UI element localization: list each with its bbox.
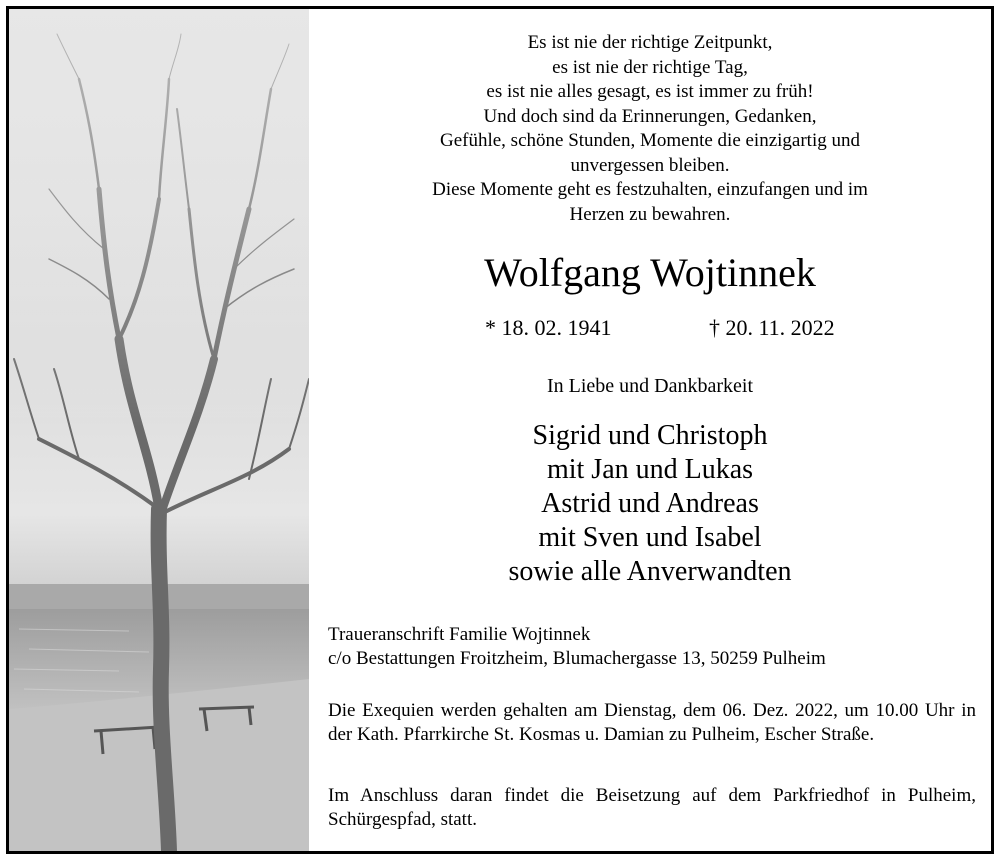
tree-illustration (9, 9, 309, 851)
exequien-text: Die Exequien werden gehalten am Dienstag, dem 06. Dez. 2022, um 10.00 Uhr in der Kath. Pfarrkirche St. Kosmas u. Damian zu Pulheim, Escher Straße. (328, 700, 976, 745)
poem-line: Und doch sind da Erinnerungen, Gedanken, (483, 105, 817, 127)
poem-line: es ist nie der richtige Tag, (552, 56, 748, 78)
tree-photo (9, 9, 309, 851)
poem-line: es ist nie alles gesagt, es ist immer zu früh! (486, 81, 814, 102)
burial-text: Im Anschluss daran findet die Beisetzung auf dem Parkfriedhof in Pulheim, Schürgespfad, statt. (328, 785, 976, 830)
mourner-line: sowie alle Anverwandten (508, 556, 792, 587)
poem (309, 31, 991, 227)
mourning-address (328, 623, 978, 671)
mourner-line: Astrid und Andreas (541, 488, 759, 519)
poem-line: Es ist nie der richtige Zeitpunkt, (527, 32, 773, 53)
mourner-line: mit Sven und Isabel (538, 522, 762, 553)
deceased-name: Wolfgang Wojtinnek (484, 250, 816, 295)
address-line: c/o Bestattungen Froitzheim, Blumachergasse 13, 50259 Pulheim (328, 648, 826, 669)
poem-line: Herzen zu bewahren. (569, 203, 731, 225)
mourners-list (309, 419, 991, 589)
death-date: † 20. 11. 2022 (709, 315, 835, 340)
mourner-line: Sigrid und Christoph (532, 420, 768, 451)
mourner-line: mit Jan und Lukas (546, 454, 754, 485)
address-line: Traueranschrift Familie Wojtinnek (328, 624, 591, 645)
poem-line: Diese Momente geht es festzuhalten, einzufangen und im (432, 179, 868, 200)
mourners-intro: In Liebe und Dankbarkeit (546, 375, 754, 397)
poem-line: unvergessen bleiben. (570, 154, 730, 176)
poem-line: Gefühle, schöne Stunden, Momente die einzigartig und (439, 130, 860, 151)
obituary-frame (6, 6, 994, 854)
birth-date: * 18. 02. 1941 (485, 315, 612, 340)
